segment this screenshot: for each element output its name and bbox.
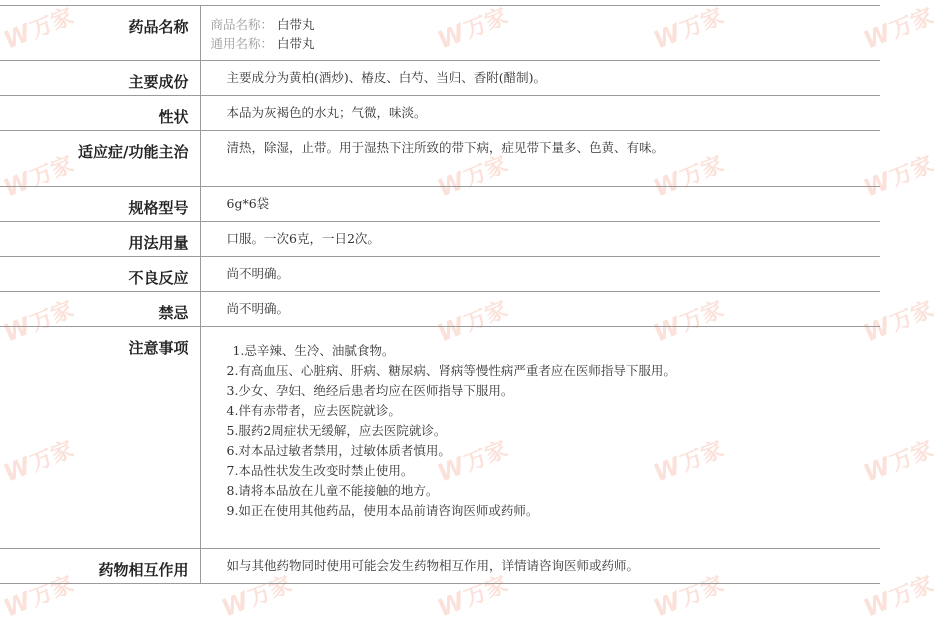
watermark: W万家 [859,572,938,623]
watermark: W万家 [433,437,512,488]
precautions-value [200,327,880,549]
ingredients-label: 主要成份 [0,61,200,96]
adverse-reactions-row [0,257,880,292]
generic-name-line [211,34,881,53]
watermark: W万家 [433,572,512,623]
ingredients-row [0,61,880,96]
appearance-row [0,96,880,131]
trade-name-label: 商品名称： [210,17,274,32]
list-item: 4.伴有赤带者，应去医院就诊。 [226,403,401,418]
watermark: W万家 [649,297,728,348]
watermark: W万家 [859,4,938,55]
generic-name-value: 白带丸 [277,36,315,51]
watermark: W万家 [0,152,78,203]
dosage-value: 口服。一次6克，一日2次。 [200,222,880,257]
specification-label: 规格型号 [0,187,200,222]
ingredients-value: 主要成分为黄柏(酒炒)、椿皮、白芍、当归、香附(醋制)。 [200,61,880,96]
contraindications-value: 尚不明确。 [200,292,880,327]
indications-value: 清热，除湿，止带。用于湿热下注所致的带下病，症见带下量多、色黄、有味。 [200,131,880,187]
watermark: W万家 [649,152,728,203]
watermark: W万家 [649,4,728,55]
drug-name-row [0,6,880,61]
precautions-label: 注意事项 [0,327,200,549]
contraindications-label: 禁忌 [0,292,200,327]
drug-info-table [0,5,880,584]
trade-name-line [211,15,881,34]
adverse-reactions-value: 尚不明确。 [200,257,880,292]
watermark: W万家 [859,437,938,488]
watermark: W万家 [0,297,78,348]
watermark: W万家 [859,152,938,203]
specification-row [0,187,880,222]
list-item: 8.请将本品放在儿童不能接触的地方。 [226,483,439,498]
interactions-row [0,549,880,584]
watermark: W万家 [0,4,78,55]
drug-name-value [200,6,880,61]
watermark: W万家 [433,297,512,348]
watermark: W万家 [859,297,938,348]
watermark: W万家 [0,572,78,623]
drug-name-label: 药品名称 [0,6,200,61]
list-item: 9.如正在使用其他药品，使用本品前请咨询医师或药师。 [226,503,539,518]
watermark: W万家 [433,4,512,55]
list-item: 3.少女、孕妇、绝经后患者均应在医师指导下服用。 [226,383,514,398]
watermark: W万家 [0,437,78,488]
interactions-label: 药物相互作用 [0,549,200,584]
list-item: 1.忌辛辣、生冷、油腻食物。 [232,343,395,358]
interactions-value: 如与其他药物同时使用可能会发生药物相互作用，详情请咨询医师或药师。 [200,549,880,584]
precautions-row [0,327,880,549]
appearance-value: 本品为灰褐色的水丸；气微，味淡。 [200,96,880,131]
trade-name-value: 白带丸 [277,17,315,32]
watermark: W万家 [649,437,728,488]
list-item: 2.有高血压、心脏病、肝病、糖尿病、肾病等慢性病严重者应在医师指导下服用。 [226,363,676,378]
list-item: 7.本品性状发生改变时禁止使用。 [226,463,414,478]
appearance-label: 性状 [0,96,200,131]
indications-label: 适应症/功能主治 [0,131,200,187]
specification-value: 6g*6袋 [200,187,880,222]
list-item: 5.服药2周症状无缓解，应去医院就诊。 [226,423,447,438]
list-item: 6.对本品过敏者禁用，过敏体质者慎用。 [226,443,451,458]
indications-row [0,131,880,187]
generic-name-label: 通用名称： [210,36,274,51]
precautions-list [227,341,881,521]
watermark: W万家 [433,152,512,203]
dosage-row [0,222,880,257]
adverse-reactions-label: 不良反应 [0,257,200,292]
watermark: W万家 [649,572,728,623]
dosage-label: 用法用量 [0,222,200,257]
watermark: W万家 [217,572,296,623]
contraindications-row [0,292,880,327]
